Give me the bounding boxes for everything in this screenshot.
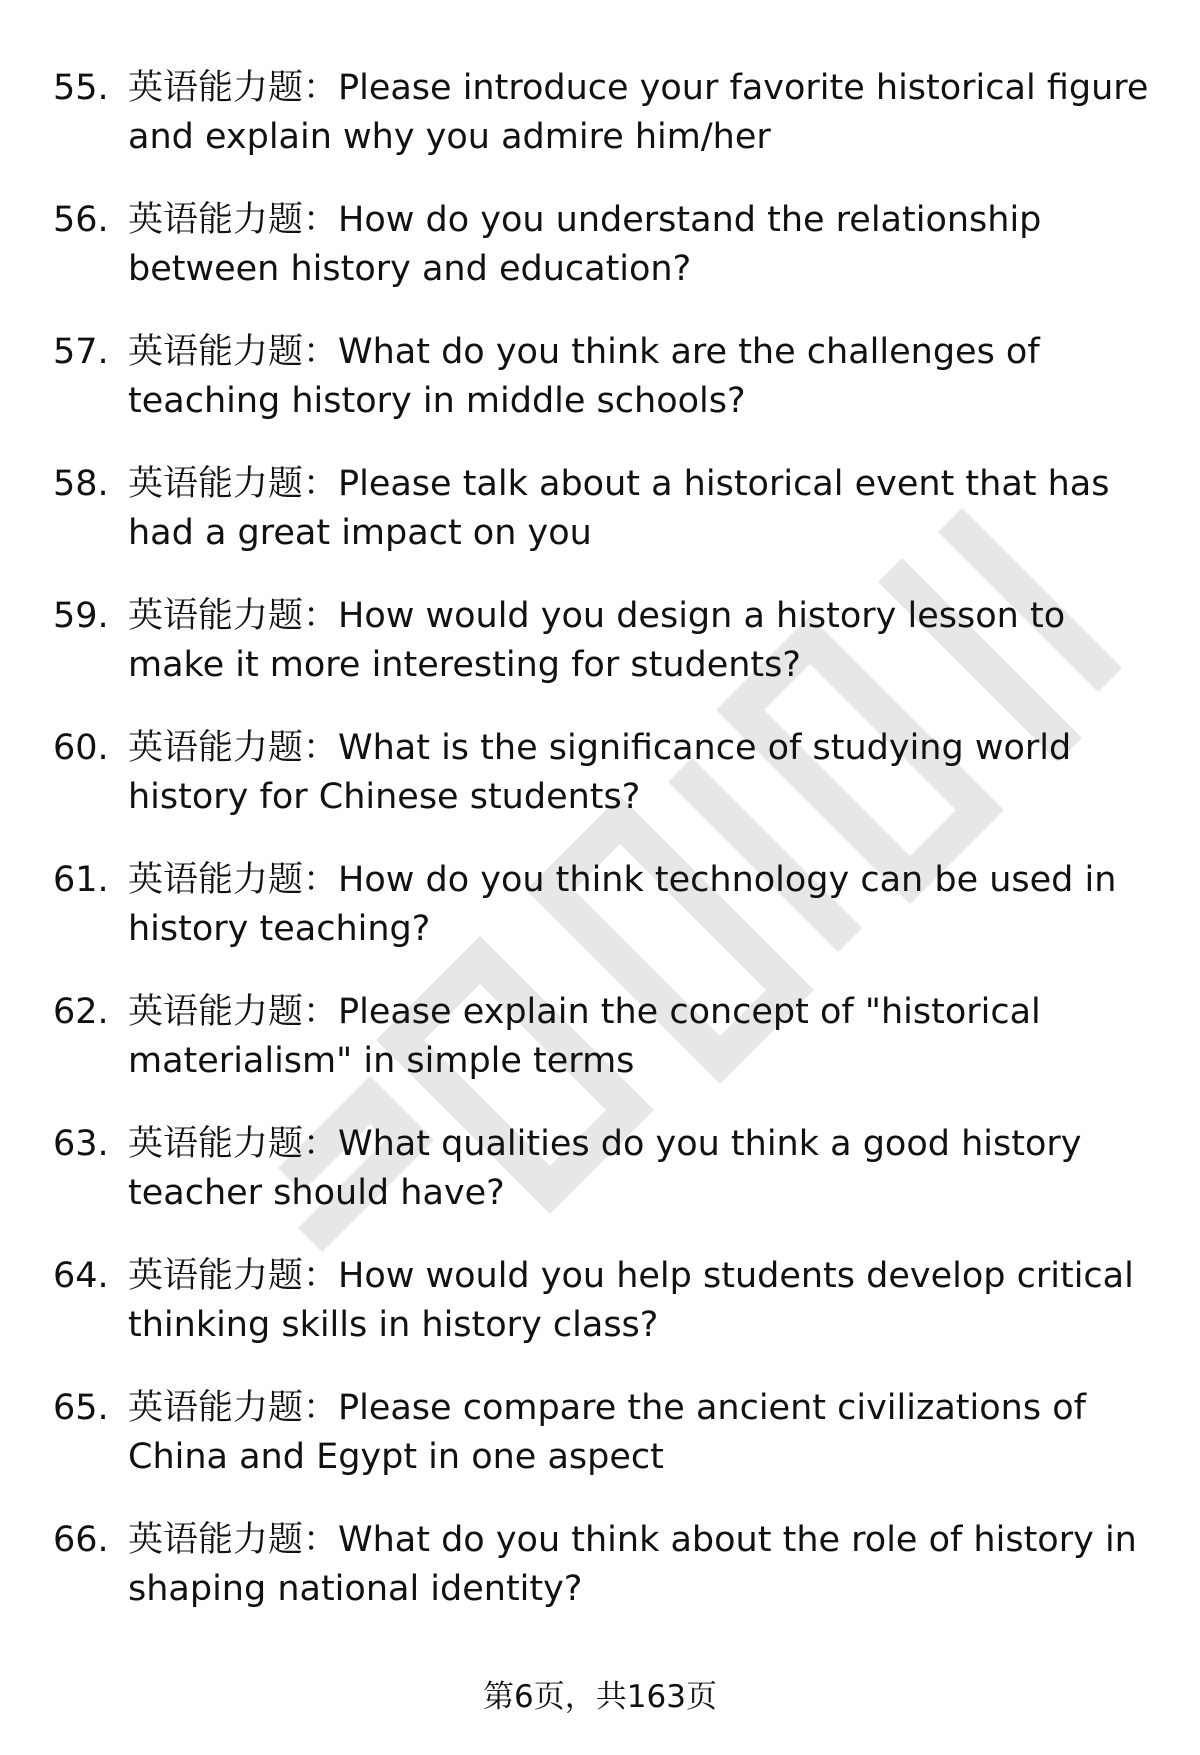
question-text: [128, 460, 1158, 558]
question-number: 58.: [53, 464, 109, 504]
question-number: 64.: [53, 1256, 109, 1296]
question-number: 61.: [53, 860, 109, 900]
question-number: 63.: [53, 1124, 109, 1164]
question-number: 60.: [53, 728, 109, 768]
question-text: [128, 988, 1158, 1086]
question-text-line: history teaching?: [128, 909, 431, 949]
question-text: [128, 1252, 1158, 1350]
question-text: [128, 64, 1158, 162]
question-text-line: teacher should have?: [128, 1173, 505, 1213]
question-item: [0, 988, 1200, 1108]
question-text: [128, 1120, 1158, 1218]
question-text-line: 英语能力题：What do you think are the challenges of: [128, 332, 1040, 372]
question-number: 59.: [53, 596, 109, 636]
question-item: [0, 724, 1200, 844]
question-number: 56.: [53, 200, 109, 240]
question-text-line: 英语能力题：Please compare the ancient civilizations of: [128, 1388, 1086, 1428]
question-text-line: between history and education?: [128, 249, 692, 289]
question-text-line: 英语能力题：What is the significance of studying world: [128, 728, 1072, 768]
question-number: 55.: [53, 68, 109, 108]
question-text-line: teaching history in middle schools?: [128, 381, 746, 421]
question-item: [0, 1120, 1200, 1240]
question-item: [0, 196, 1200, 316]
question-text-line: 英语能力题：Please introduce your favorite historical figure: [128, 68, 1149, 108]
question-text-line: 英语能力题：What do you think about the role of history in: [128, 1520, 1137, 1560]
question-text-line: history for Chinese students?: [128, 777, 641, 817]
question-text-line: China and Egypt in one aspect: [128, 1437, 664, 1477]
question-item: [0, 1384, 1200, 1504]
question-item: [0, 592, 1200, 712]
question-number: 62.: [53, 992, 109, 1032]
question-item: [0, 856, 1200, 976]
question-text-line: had a great impact on you: [128, 513, 592, 553]
question-text: [128, 724, 1158, 822]
question-item: [0, 328, 1200, 448]
question-item: [0, 1516, 1200, 1636]
question-text-line: make it more interesting for students?: [128, 645, 801, 685]
question-text: [128, 1516, 1158, 1614]
question-text-line: shaping national identity?: [128, 1569, 583, 1609]
question-number: 65.: [53, 1388, 109, 1428]
question-text: [128, 856, 1158, 954]
question-number: 57.: [53, 332, 109, 372]
question-text-line: materialism" in simple terms: [128, 1041, 635, 1081]
question-text-line: thinking skills in history class?: [128, 1305, 659, 1345]
question-text-line: 英语能力题：How would you help students develop critical: [128, 1256, 1134, 1296]
question-text-line: 英语能力题：Please talk about a historical event that has: [128, 464, 1110, 504]
question-text-line: and explain why you admire him/her: [128, 117, 771, 157]
page-number-footer: 第6页，共163页: [483, 1679, 717, 1715]
question-text: [128, 196, 1158, 294]
question-text: [128, 1384, 1158, 1482]
question-text: [128, 328, 1158, 426]
question-text-line: 英语能力题：How do you understand the relationship: [128, 200, 1042, 240]
question-text-line: 英语能力题：What qualities do you think a good history: [128, 1124, 1082, 1164]
question-item: [0, 64, 1200, 184]
question-text-line: 英语能力题：How would you design a history lesson to: [128, 596, 1066, 636]
question-item: [0, 1252, 1200, 1372]
question-item: [0, 460, 1200, 580]
question-text-line: 英语能力题：How do you think technology can be used in: [128, 860, 1117, 900]
question-number: 66.: [53, 1520, 109, 1560]
question-text-line: 英语能力题：Please explain the concept of "historical: [128, 992, 1041, 1032]
question-text: [128, 592, 1158, 690]
